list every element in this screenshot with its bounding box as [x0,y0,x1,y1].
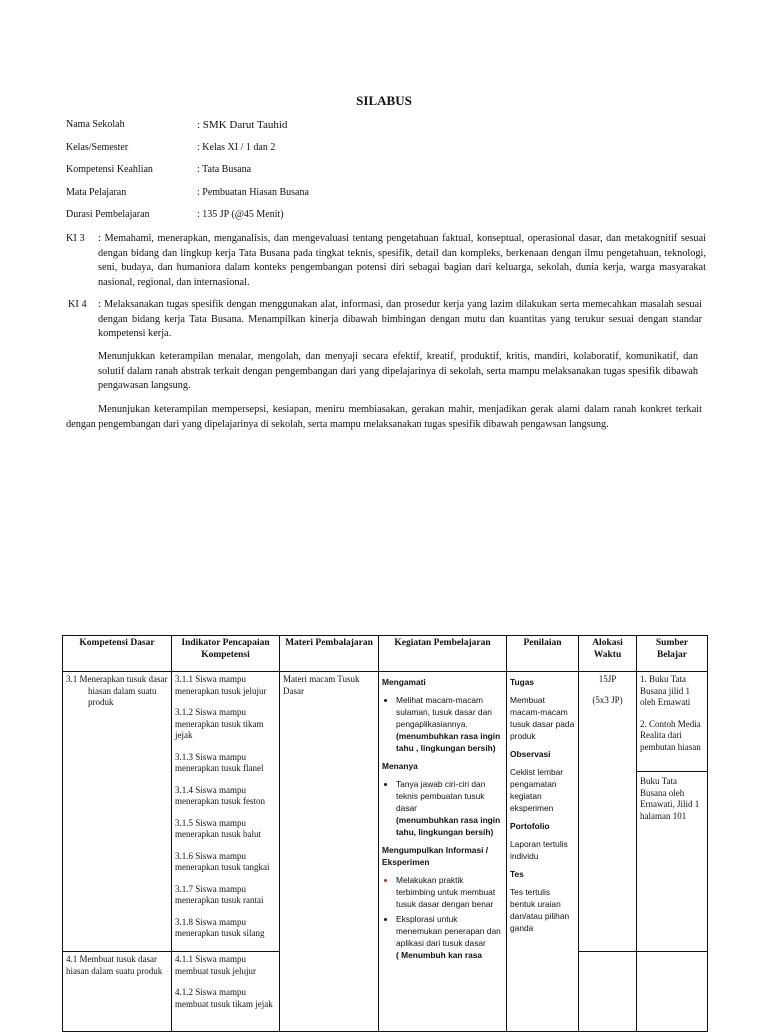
meta-label: Kompetensi Keahlian [66,164,153,175]
penilaian-cell [507,672,579,1032]
indicator-item: 3.1.1 Siswa mampu menerapkan tusuk jelujur [175,674,267,696]
kd-cell-1 [63,672,172,952]
indicator-item: 3.1.8 Siswa mampu menerapkan tusuk silang [175,916,265,938]
kd-cell-2 [63,952,172,1032]
alokasi-cell [579,672,637,952]
meta-value: : Tata Busana [197,164,252,175]
penilaian-text: Tes tertulis bentuk uraian dan/atau pilihan ganda [510,887,570,933]
alokasi-detail: (5x3 JP) [592,694,623,705]
kegiatan-bold-note: (menumbuhkan rasa ingin tahu , lingkungan bersih) [396,731,501,753]
indicator-item: 3.1.6 Siswa mampu menerapkan tusuk tangkai [175,850,270,872]
indicator-item: 3.1.2 Siswa mampu menerapkan tusuk tikam jejak [175,707,264,740]
indicator-cell-2 [172,952,280,1032]
header-materi: Materi Pembalajaran [280,636,379,672]
meta-value: : SMK Darut Tauhid [197,119,288,131]
list-item [396,778,503,838]
kegiatan-item-text: Melihat macam-macam sulaman, tusuk dasar dan pengaplikasiannya. [396,695,492,729]
syllabus-table [62,635,708,1032]
header-indikator: Indikator Pencapaian Kompetensi [172,636,280,672]
alokasi-jp: 15JP [598,674,617,684]
table-header-row [63,636,708,672]
penilaian-heading: Observasi [510,749,551,759]
kegiatan-item-text: Eksplorasi untuk menemukan penerapan dan aplikasi dari tusuk dasar [396,914,501,948]
meta-label: Kelas/Semester [66,142,129,153]
materi-text: Materi macam Tusuk Dasar [283,674,360,696]
list-item [396,913,503,961]
ki4-paragraph-3: Menunjukan keterampilan mempersepsi, kesiapan, meniru membiasakan, gerakan mahir, menjadikan gerak alami dalam ranah konkret terkait dengan pengembangan dari yang dipelajarinya di sekolah, serta mampu melaksanakan tugas spesifik dibawah pengawsan langsung. [66,404,702,430]
ki3-text: : Memahami, menerapkan, menganalisis, dan mengevaluasi tentang pengetahuan faktual, konseptual, operasional dasar, dan metakognitif sesuai dengan bidang dan lingkup kerja Tata Busana pada tingkat teknis, spesifik, detail dan kompleks, berkenaan dengan ilmu pengetahuan, teknologi, seni, budaya, dan humaniora dalam konteks pengembangan potensi diri sebagai bagian dari keluarga, sekolah, dunia kerja, warga masyarakat nasional, regional, dan internasional. [98,233,706,288]
sumber-divider [637,771,707,772]
penilaian-text: Laporan tertulis individu [510,839,568,861]
indicator-item: 3.1.4 Siswa mampu menerapkan tusuk feston [175,784,265,806]
kegiatan-bold-note: (menumbuhkan rasa ingin tahu, lingkungan bersih) [396,815,501,837]
indicator-item: 3.1.3 Siswa mampu menerapkan tusuk flanel [175,751,264,773]
kegiatan-bold-note: ( Menumbuh kan rasa [396,950,483,960]
sumber-cell-2 [637,952,708,1032]
kegiatan-cell [379,672,507,1032]
list-item [396,874,503,910]
penilaian-text: Ceklist lembar pengamatan kegiatan eksperimen [510,767,564,813]
sumber-item: 2. Contoh Media Realita dari pembutan hiasan [640,718,701,752]
header-alokasi: Alokasi Waktu [579,636,637,672]
indicator-item: 4.1.2 Siswa mampu membuat tusuk tikam jejak [175,987,273,1009]
ki3-label: KI 3 [66,233,85,244]
alokasi-cell-2 [579,952,637,1032]
sumber-item: 1. Buku Tata Busana jilid 1 oleh Ernawati [640,674,691,707]
penilaian-heading: Tes [510,869,524,879]
header-penilaian: Penilaian [507,636,579,672]
header-sumber: Sumber Belajar [637,636,708,672]
meta-value: : Kelas XI / 1 dan 2 [197,142,276,153]
header-kompetensi-dasar: Kompetensi Dasar [63,636,172,672]
ki4-text: : Melaksanakan tugas spesifik dengan menggunakan alat, informasi, dan prosedur kerja yang lazim dilakukan serta memecahkan masalah sesuai dengan bidang kerja Tata Busana. Menampilkan kinerja dibawah bimbingan dengan mutu dan kuantitas yang terukur sesuai dengan standar kompetensi kerja. [98,299,702,339]
indicator-cell-1 [172,672,280,952]
kegiatan-heading: Menanya [382,761,418,771]
kegiatan-list [382,778,503,838]
meta-label: Durasi Pembelajaran [66,209,150,220]
ki4-label: KI 4 [68,299,87,310]
kegiatan-heading: Mengumpulkan Informasi / Eksperimen [382,845,489,867]
kd-text: 4.1 Membuat tusuk dasar hiasan dalam suatu produk [66,954,163,976]
list-item [396,694,503,754]
meta-value: : 135 JP (@45 Menit) [197,209,284,220]
table-row [63,672,708,952]
penilaian-heading: Tugas [510,677,535,687]
indicator-item: 4.1.1 Siswa mampu membuat tusuk jelujur [175,954,256,976]
page-title: SILABUS [356,93,412,108]
indicator-item: 3.1.5 Siswa mampu menerapkan tusuk balut [175,817,261,839]
header-kegiatan: Kegiatan Pembelajaran [379,636,507,672]
kegiatan-list [382,694,503,754]
meta-value: : Pembuatan Hiasan Busana [197,187,309,198]
kd-text: 3.1 Menerapkan tusuk dasar hiasan dalam suatu produk [66,674,168,707]
kegiatan-list [382,874,503,961]
penilaian-text: Membuat macam-macam tusuk dasar pada produk [510,695,575,741]
kegiatan-heading: Mengamati [382,677,426,687]
penilaian-heading: Portofolio [510,821,550,831]
sumber-cell [637,672,708,952]
kegiatan-item-text: Melakukan praktik terbimbing untuk membuat tusuk dasar dengan benar [396,875,496,909]
kegiatan-item-text: Tanya jawab ciri-ciri dan teknis pembuatan tusuk dasar [396,779,486,813]
meta-label: Nama Sekolah [66,119,125,130]
materi-cell [280,672,379,1032]
meta-label: Mata Pelajaran [66,187,127,198]
sumber-item: Buku Tata Busana oleh Ernawati, Jilid 1 halaman 101 [640,776,700,821]
indicator-item: 3.1.7 Siswa mampu menerapkan tusuk rantai [175,883,264,905]
ki4-paragraph-2: Menunjukkan keterampilan menalar, mengolah, dan menyaji secara efektif, kreatif, produktif, kritis, mandiri, kolaboratif, komunikatif, dan solutif dalam ranah abstrak terkait dengan pengembangan dari yang dipelajarinya di sekolah, serta mampu melaksanakan tugas spesifik dibawah pengawasan langsung. [98,351,698,391]
